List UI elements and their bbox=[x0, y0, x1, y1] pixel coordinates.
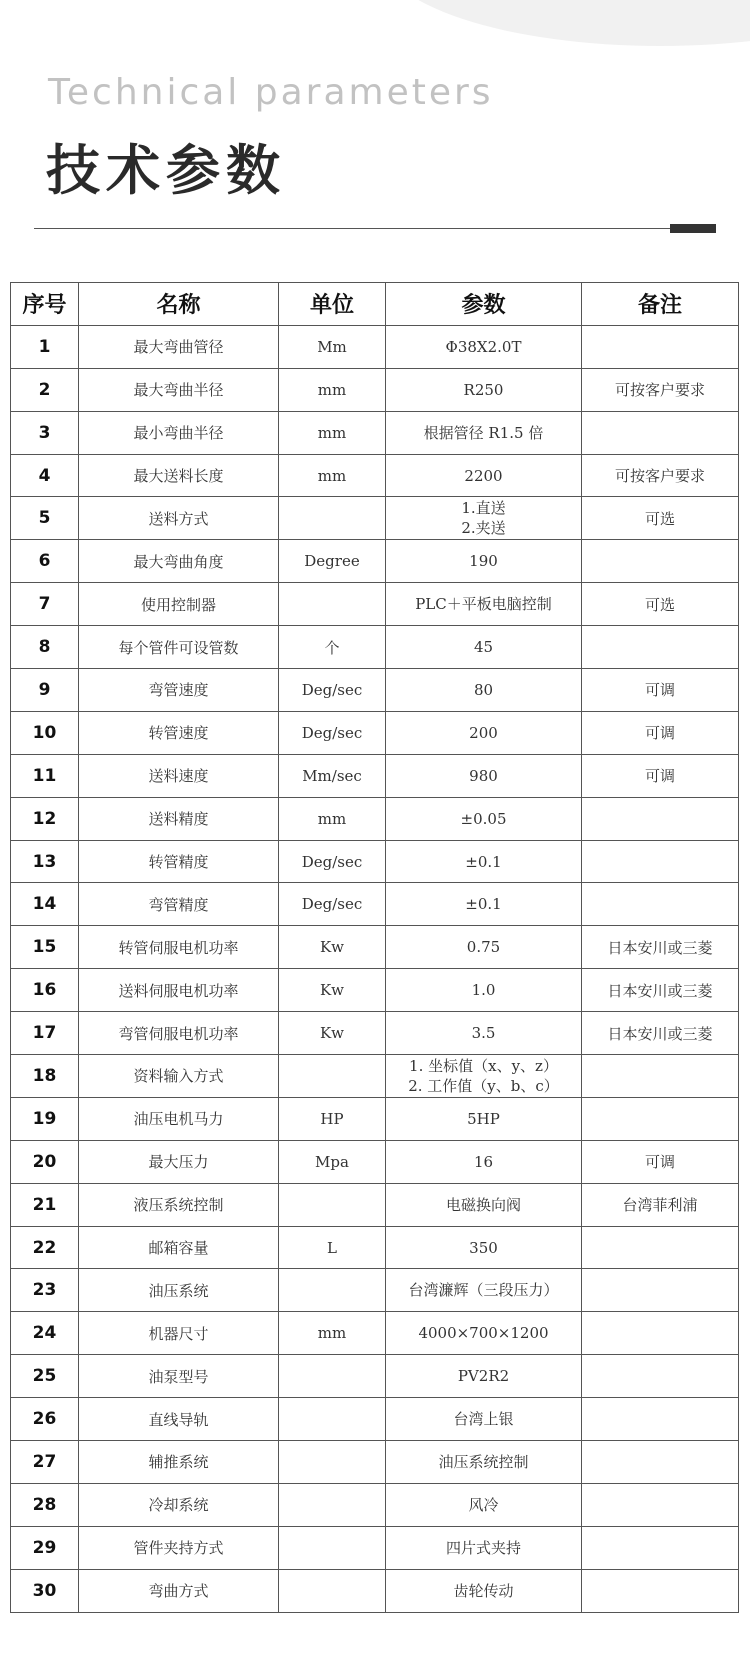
cell-note bbox=[582, 1312, 739, 1355]
cell-no: 2 bbox=[11, 368, 79, 411]
param-line: 1. 坐标值（x、y、z） bbox=[409, 1056, 558, 1075]
table-header-row bbox=[11, 283, 739, 326]
cell-note bbox=[582, 540, 739, 583]
cell-no: 19 bbox=[11, 1097, 79, 1140]
table-row bbox=[11, 1097, 739, 1140]
cell-no: 15 bbox=[11, 926, 79, 969]
cell-unit: L bbox=[279, 1226, 386, 1269]
cell-note: 可选 bbox=[582, 497, 739, 540]
cell-no: 16 bbox=[11, 969, 79, 1012]
cell-no: 14 bbox=[11, 883, 79, 926]
cell-no: 21 bbox=[11, 1183, 79, 1226]
cell-name: 最小弯曲半径 bbox=[79, 411, 279, 454]
cell-name: 最大压力 bbox=[79, 1140, 279, 1183]
cell-name: 弯曲方式 bbox=[79, 1569, 279, 1612]
cell-note bbox=[582, 883, 739, 926]
page-title: 技术参数 bbox=[46, 139, 286, 202]
cell-param: R250 bbox=[386, 368, 582, 411]
cell-param: 4000×700×1200 bbox=[386, 1312, 582, 1355]
cell-no: 1 bbox=[11, 325, 79, 368]
cell-no: 26 bbox=[11, 1398, 79, 1441]
cell-note bbox=[582, 797, 739, 840]
divider-accent bbox=[670, 224, 716, 233]
cell-name: 弯管速度 bbox=[79, 669, 279, 712]
cell-no: 30 bbox=[11, 1569, 79, 1612]
cell-note bbox=[582, 1226, 739, 1269]
cell-unit bbox=[279, 1398, 386, 1441]
cell-unit: Mm bbox=[279, 325, 386, 368]
cell-note bbox=[582, 411, 739, 454]
cell-unit: mm bbox=[279, 368, 386, 411]
cell-param: 风冷 bbox=[386, 1483, 582, 1526]
cell-no: 3 bbox=[11, 411, 79, 454]
table-row bbox=[11, 1055, 739, 1098]
cell-name: 油压系统 bbox=[79, 1269, 279, 1312]
table-row bbox=[11, 969, 739, 1012]
cell-unit: mm bbox=[279, 1312, 386, 1355]
cell-note: 可调 bbox=[582, 669, 739, 712]
cell-name: 送料精度 bbox=[79, 797, 279, 840]
cell-param: 190 bbox=[386, 540, 582, 583]
cell-param: 根据管径 R1.5 倍 bbox=[386, 411, 582, 454]
cell-name: 转管精度 bbox=[79, 840, 279, 883]
cell-name: 冷却系统 bbox=[79, 1483, 279, 1526]
cell-no: 8 bbox=[11, 626, 79, 669]
cell-param: 350 bbox=[386, 1226, 582, 1269]
cell-name: 送料方式 bbox=[79, 497, 279, 540]
cell-name: 每个管件可设管数 bbox=[79, 626, 279, 669]
cell-param: 油压系统控制 bbox=[386, 1441, 582, 1484]
cell-no: 6 bbox=[11, 540, 79, 583]
cell-no: 10 bbox=[11, 711, 79, 754]
cell-unit: Kw bbox=[279, 926, 386, 969]
cell-name: 弯管伺服电机功率 bbox=[79, 1012, 279, 1055]
cell-param: 电磁换向阀 bbox=[386, 1183, 582, 1226]
cell-name: 液压系统控制 bbox=[79, 1183, 279, 1226]
cell-no: 28 bbox=[11, 1483, 79, 1526]
cell-no: 25 bbox=[11, 1355, 79, 1398]
table-row bbox=[11, 1140, 739, 1183]
cell-note bbox=[582, 1355, 739, 1398]
cell-param: 3.5 bbox=[386, 1012, 582, 1055]
cell-name: 送料速度 bbox=[79, 754, 279, 797]
cell-note bbox=[582, 840, 739, 883]
cell-name: 转管伺服电机功率 bbox=[79, 926, 279, 969]
cell-note bbox=[582, 1483, 739, 1526]
table-row bbox=[11, 711, 739, 754]
cell-note bbox=[582, 1055, 739, 1098]
cell-unit: Mm/sec bbox=[279, 754, 386, 797]
table-row bbox=[11, 1441, 739, 1484]
cell-param: 2200 bbox=[386, 454, 582, 497]
table-row bbox=[11, 1183, 739, 1226]
cell-no: 27 bbox=[11, 1441, 79, 1484]
cell-param: 200 bbox=[386, 711, 582, 754]
cell-no: 11 bbox=[11, 754, 79, 797]
header-note: 备注 bbox=[582, 283, 739, 326]
table-row bbox=[11, 454, 739, 497]
cell-name: 转管速度 bbox=[79, 711, 279, 754]
cell-note: 日本安川或三菱 bbox=[582, 926, 739, 969]
cell-unit bbox=[279, 1355, 386, 1398]
cell-unit: Mpa bbox=[279, 1140, 386, 1183]
table-row bbox=[11, 1483, 739, 1526]
cell-param: 齿轮传动 bbox=[386, 1569, 582, 1612]
cell-param: PLC＋平板电脑控制 bbox=[386, 583, 582, 626]
cell-no: 12 bbox=[11, 797, 79, 840]
cell-unit bbox=[279, 1269, 386, 1312]
cell-name: 最大弯曲管径 bbox=[79, 325, 279, 368]
cell-name: 最大弯曲半径 bbox=[79, 368, 279, 411]
cell-note: 台湾菲利浦 bbox=[582, 1183, 739, 1226]
divider-line bbox=[34, 228, 714, 229]
table-row bbox=[11, 840, 739, 883]
cell-no: 9 bbox=[11, 669, 79, 712]
cell-unit: mm bbox=[279, 411, 386, 454]
table-row bbox=[11, 626, 739, 669]
page-subtitle: Technical parameters bbox=[48, 72, 494, 113]
cell-name: 管件夹持方式 bbox=[79, 1526, 279, 1569]
cell-unit: mm bbox=[279, 797, 386, 840]
cell-name: 最大弯曲角度 bbox=[79, 540, 279, 583]
cell-note bbox=[582, 1441, 739, 1484]
spec-table bbox=[10, 282, 739, 1613]
table-row bbox=[11, 368, 739, 411]
table-row bbox=[11, 754, 739, 797]
table-row bbox=[11, 540, 739, 583]
cell-unit: Deg/sec bbox=[279, 883, 386, 926]
cell-name: 送料伺服电机功率 bbox=[79, 969, 279, 1012]
cell-unit bbox=[279, 1526, 386, 1569]
cell-param: 0.75 bbox=[386, 926, 582, 969]
cell-name: 油泵型号 bbox=[79, 1355, 279, 1398]
cell-unit: Kw bbox=[279, 1012, 386, 1055]
header-no: 序号 bbox=[11, 283, 79, 326]
cell-param: 四片式夹持 bbox=[386, 1526, 582, 1569]
table-row bbox=[11, 1526, 739, 1569]
cell-unit bbox=[279, 1183, 386, 1226]
cell-no: 17 bbox=[11, 1012, 79, 1055]
cell-name: 油压电机马力 bbox=[79, 1097, 279, 1140]
cell-note: 可调 bbox=[582, 1140, 739, 1183]
cell-param: 台湾濂辉（三段压力） bbox=[386, 1269, 582, 1312]
cell-no: 24 bbox=[11, 1312, 79, 1355]
table-row bbox=[11, 1312, 739, 1355]
cell-note: 可按客户要求 bbox=[582, 368, 739, 411]
cell-note: 可选 bbox=[582, 583, 739, 626]
table-row bbox=[11, 497, 739, 540]
cell-param bbox=[386, 497, 582, 540]
cell-note: 可调 bbox=[582, 711, 739, 754]
cell-name: 邮箱容量 bbox=[79, 1226, 279, 1269]
decorative-arc bbox=[380, 0, 750, 46]
table-row bbox=[11, 1569, 739, 1612]
cell-note: 可调 bbox=[582, 754, 739, 797]
cell-param: 980 bbox=[386, 754, 582, 797]
cell-no: 29 bbox=[11, 1526, 79, 1569]
table-row bbox=[11, 797, 739, 840]
header-name: 名称 bbox=[79, 283, 279, 326]
cell-note bbox=[582, 1569, 739, 1612]
table-row bbox=[11, 1012, 739, 1055]
cell-note: 可按客户要求 bbox=[582, 454, 739, 497]
cell-unit bbox=[279, 497, 386, 540]
param-line: 2. 工作值（y、b、c） bbox=[408, 1076, 559, 1095]
cell-unit: mm bbox=[279, 454, 386, 497]
cell-unit bbox=[279, 1441, 386, 1484]
cell-no: 23 bbox=[11, 1269, 79, 1312]
param-line: 2.夹送 bbox=[461, 519, 506, 538]
table-row bbox=[11, 1226, 739, 1269]
cell-no: 18 bbox=[11, 1055, 79, 1098]
cell-param: PV2R2 bbox=[386, 1355, 582, 1398]
cell-no: 7 bbox=[11, 583, 79, 626]
cell-unit bbox=[279, 1483, 386, 1526]
table-row bbox=[11, 583, 739, 626]
cell-unit: Kw bbox=[279, 969, 386, 1012]
cell-param: 16 bbox=[386, 1140, 582, 1183]
header-unit: 单位 bbox=[279, 283, 386, 326]
cell-param: 80 bbox=[386, 669, 582, 712]
cell-note bbox=[582, 1526, 739, 1569]
cell-unit: HP bbox=[279, 1097, 386, 1140]
cell-param: 45 bbox=[386, 626, 582, 669]
cell-note bbox=[582, 626, 739, 669]
table-row bbox=[11, 1355, 739, 1398]
cell-param: ±0.1 bbox=[386, 883, 582, 926]
cell-unit bbox=[279, 1055, 386, 1098]
cell-param bbox=[386, 1055, 582, 1098]
cell-note bbox=[582, 1097, 739, 1140]
cell-name: 弯管精度 bbox=[79, 883, 279, 926]
cell-param: Φ38X2.0T bbox=[386, 325, 582, 368]
cell-no: 13 bbox=[11, 840, 79, 883]
cell-unit: Deg/sec bbox=[279, 711, 386, 754]
cell-name: 机器尺寸 bbox=[79, 1312, 279, 1355]
cell-no: 4 bbox=[11, 454, 79, 497]
table-row bbox=[11, 926, 739, 969]
cell-param: 5HP bbox=[386, 1097, 582, 1140]
cell-param: 1.0 bbox=[386, 969, 582, 1012]
cell-name: 使用控制器 bbox=[79, 583, 279, 626]
table-row bbox=[11, 411, 739, 454]
table-row bbox=[11, 669, 739, 712]
cell-note: 日本安川或三菱 bbox=[582, 1012, 739, 1055]
param-line: 1.直送 bbox=[461, 499, 506, 518]
table-row bbox=[11, 883, 739, 926]
cell-name: 资料输入方式 bbox=[79, 1055, 279, 1098]
cell-unit: Deg/sec bbox=[279, 840, 386, 883]
cell-name: 最大送料长度 bbox=[79, 454, 279, 497]
cell-unit: Deg/sec bbox=[279, 669, 386, 712]
cell-note: 日本安川或三菱 bbox=[582, 969, 739, 1012]
cell-param: 台湾上银 bbox=[386, 1398, 582, 1441]
cell-param: ±0.1 bbox=[386, 840, 582, 883]
cell-note bbox=[582, 1269, 739, 1312]
cell-unit: 个 bbox=[279, 626, 386, 669]
cell-unit: Degree bbox=[279, 540, 386, 583]
header-param: 参数 bbox=[386, 283, 582, 326]
cell-param: ±0.05 bbox=[386, 797, 582, 840]
cell-name: 直线导轨 bbox=[79, 1398, 279, 1441]
cell-name: 辅推系统 bbox=[79, 1441, 279, 1484]
table-row bbox=[11, 325, 739, 368]
cell-note bbox=[582, 1398, 739, 1441]
cell-no: 22 bbox=[11, 1226, 79, 1269]
cell-no: 5 bbox=[11, 497, 79, 540]
cell-no: 20 bbox=[11, 1140, 79, 1183]
cell-unit bbox=[279, 583, 386, 626]
table-row bbox=[11, 1269, 739, 1312]
table-body bbox=[11, 325, 739, 1612]
table-row bbox=[11, 1398, 739, 1441]
cell-note bbox=[582, 325, 739, 368]
cell-unit bbox=[279, 1569, 386, 1612]
